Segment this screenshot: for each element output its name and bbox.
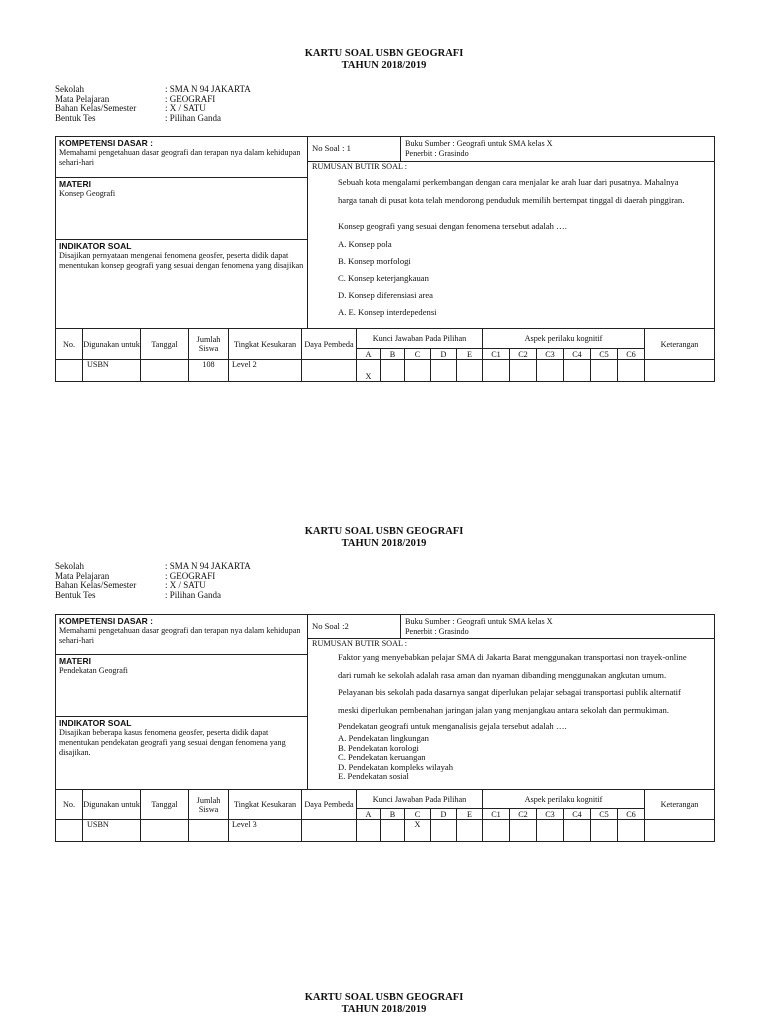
question-line: harga tanah di pusat kota telah mendorong penduduk memilih bertempat tinggal di daerah pinggiran.	[338, 195, 685, 205]
source-box	[400, 614, 715, 639]
test-type-label: Bentuk Tes	[55, 112, 96, 123]
choice-letter: E	[457, 809, 483, 820]
choice-letter: C	[405, 349, 431, 360]
answer-mark	[431, 820, 457, 842]
question-prompt: Konsep geografi yang sesuai dengan fenomena tersebut adalah ….	[338, 221, 567, 231]
subject-value: : GEOGRAFI	[165, 93, 216, 104]
answer-mark	[457, 820, 483, 842]
competency-text: Memahami pengetahuan dasar geografi dan terapan nya dalam kehidupan sehari-hari	[59, 626, 301, 645]
cognitive-level: C2	[510, 809, 537, 820]
cognitive-level: C6	[618, 809, 645, 820]
col-header-cognitive: Aspek perilaku kognitif	[483, 790, 645, 809]
question-line: Pelayanan bis sekolah pada dasarnya sangat diperlukan pelajar sebagai transportasi publik alternatif	[338, 687, 681, 697]
col-header-date: Tanggal	[141, 329, 189, 360]
cell-students: 108	[189, 360, 229, 382]
answer-mark	[357, 820, 381, 842]
option-item: E. Pendekatan sosial	[338, 771, 409, 781]
school-label: Sekolah	[55, 561, 84, 571]
option-item: C. Pendekatan keruangan	[338, 752, 426, 762]
question-number: No Soal :2	[312, 621, 349, 631]
card-year: TAHUN 2018/2019	[341, 60, 427, 71]
cell-discrimination	[302, 820, 357, 842]
card-title: KARTU SOAL USBN GEOGRAFI	[304, 48, 464, 59]
choice-letter: D	[431, 809, 457, 820]
option-item: A. Konsep pola	[338, 239, 392, 249]
competency-label: KOMPETENSI DASAR :	[59, 616, 153, 626]
cognitive-cell	[483, 820, 510, 842]
cognitive-level: C5	[591, 349, 618, 360]
material-text: Pendekatan Geografi	[59, 666, 128, 675]
option-item: D. Konsep diferensiasi area	[338, 290, 433, 300]
col-header-students: Jumlah Siswa	[189, 790, 229, 820]
col-header-students: Jumlah Siswa	[189, 329, 229, 360]
col-header-used-for: Digunakan untuk	[83, 790, 141, 820]
cognitive-level: C4	[564, 809, 591, 820]
test-type-label: Bentuk Tes	[55, 589, 96, 600]
col-header-notes: Keterangan	[645, 790, 715, 820]
cell-used-for: USBN	[83, 820, 141, 842]
subject-label: Mata Pelajaran	[55, 93, 110, 104]
test-type-value: : Pilihan Ganda	[165, 589, 221, 600]
choice-letter: E	[457, 349, 483, 360]
question-stem	[308, 649, 714, 719]
answer-mark: X	[405, 820, 431, 842]
col-header-date: Tanggal	[141, 790, 189, 820]
analysis-table	[55, 789, 715, 842]
competency-text: Memahami pengetahuan dasar geografi dan terapan nya dalam kehidupan sehari-hari	[59, 148, 301, 167]
subject-label: Mata Pelajaran	[55, 570, 110, 581]
col-header-no: No.	[56, 329, 83, 360]
option-item: A. Pendekatan lingkungan	[338, 733, 429, 743]
cognitive-level: C5	[591, 809, 618, 820]
col-header-no: No.	[56, 790, 83, 820]
material-label: MATERI	[59, 179, 91, 189]
cognitive-cell	[510, 820, 537, 842]
cell-difficulty: Level 2	[229, 360, 302, 382]
question-number: No Soal : 1	[312, 143, 351, 153]
material-text: Konsep Geografi	[59, 189, 116, 198]
question-label: RUMUSAN BUTIR SOAL :	[312, 162, 407, 171]
cell-no	[56, 820, 83, 842]
option-item: C. Konsep keterjangkauan	[338, 273, 429, 283]
question-label: RUMUSAN BUTIR SOAL :	[312, 639, 407, 648]
cell-used-for: USBN	[83, 360, 141, 382]
cell-difficulty: Level 3	[229, 820, 302, 842]
publisher: Penerbit : Grasindo	[405, 149, 469, 158]
cognitive-level: C6	[618, 349, 645, 360]
material-label: MATERI	[59, 656, 91, 666]
publisher: Penerbit : Grasindo	[405, 627, 469, 636]
col-header-cognitive: Aspek perilaku kognitif	[483, 329, 645, 349]
option-item: B. Konsep morfologi	[338, 256, 411, 266]
subject-value: : GEOGRAFI	[165, 570, 216, 581]
cognitive-level: C3	[537, 809, 564, 820]
class-value: : X / SATU	[165, 580, 206, 590]
question-line: Faktor yang menyebabkan pelajar SMA di Jakarta Barat menggunakan transportasi non trayek-online	[338, 652, 687, 662]
next-card-year: TAHUN 2018/2019	[341, 1004, 427, 1015]
test-type-value: : Pilihan Ganda	[165, 112, 221, 123]
identity-block	[55, 562, 251, 600]
source-book: Buku Sumber : Geografi untuk SMA kelas X	[405, 617, 553, 626]
cognitive-cell	[591, 820, 618, 842]
next-card-title: KARTU SOAL USBN GEOGRAFI	[304, 992, 464, 1003]
class-label: Bahan Kelas/Semester	[55, 103, 137, 113]
cognitive-cell	[564, 820, 591, 842]
cell-date	[141, 820, 189, 842]
cognitive-level: C2	[510, 349, 537, 360]
indicator-text: Disajikan pernyataan mengenai fenomena geosfer, peserta didik dapat menentukan konsep geografi yang sesuai dengan fenomena yang disajikan	[59, 251, 304, 270]
cell-notes	[645, 820, 715, 842]
choice-letter: A	[357, 809, 381, 820]
card-year: TAHUN 2018/2019	[341, 538, 427, 549]
competency-label: KOMPETENSI DASAR :	[59, 138, 153, 148]
option-item: B. Pendekatan korologi	[338, 742, 419, 753]
option-item: A. E. Konsep interdepedensi	[338, 307, 437, 317]
col-header-discrimination: Daya Pembeda	[302, 790, 357, 820]
question-prompt: Pendekatan geografi untuk menganalisis gejala tersebut adalah ….	[338, 721, 567, 731]
class-label: Bahan Kelas/Semester	[55, 580, 137, 590]
cognitive-level: C1	[483, 349, 510, 360]
option-item: D. Pendekatan kompleks wilayah	[338, 761, 454, 772]
answer-mark	[381, 820, 405, 842]
answer-mark: X	[357, 360, 381, 382]
cognitive-cell	[537, 820, 564, 842]
cell-students	[189, 820, 229, 842]
col-header-answer-key: Kunci Jawaban Pada Pilihan	[357, 790, 483, 809]
choice-letter: D	[431, 349, 457, 360]
question-line: dari rumah ke sekolah adalah rasa aman dan nyaman dibanding menggunakan angkutan umum.	[338, 669, 667, 680]
question-line: meski diperlukan pembenahan jaringan jalan yang menjangkau antara sekolah dan permukiman.	[338, 704, 669, 715]
school-label: Sekolah	[55, 84, 84, 94]
question-line: Sebuah kota mengalami perkembangan dengan cara menjalar ke arah luar dari pusatnya. Mahalnya	[338, 177, 679, 187]
school-value: : SMA N 94 JAKARTA	[165, 84, 251, 94]
col-header-difficulty: Tingkat Kesukaran	[229, 329, 302, 360]
choice-letter: B	[381, 809, 405, 820]
indicator-label: INDIKATOR SOAL	[59, 241, 132, 251]
cognitive-cell	[618, 820, 645, 842]
choice-letter: C	[405, 809, 431, 820]
competency-box	[55, 614, 308, 655]
table-row	[56, 820, 715, 842]
question-box	[307, 638, 715, 790]
cognitive-level: C1	[483, 809, 510, 820]
class-value: : X / SATU	[165, 103, 206, 113]
indicator-text: Disajikan beberapa kasus fenomena geosfer, peserta didik dapat menentukan pendekatan geografi yang sesuai dengan fenomena yang disajikan.	[59, 728, 286, 757]
material-box	[55, 654, 308, 717]
col-header-difficulty: Tingkat Kesukaran	[229, 790, 302, 820]
answer-options	[308, 732, 714, 782]
indicator-label: INDIKATOR SOAL	[59, 718, 132, 728]
card-title: KARTU SOAL USBN GEOGRAFI	[304, 526, 464, 537]
col-header-answer-key: Kunci Jawaban Pada Pilihan	[357, 329, 483, 349]
school-value: : SMA N 94 JAKARTA	[165, 561, 251, 571]
cognitive-level: C4	[564, 349, 591, 360]
col-header-used-for: Digunakan untuk	[83, 329, 141, 360]
choice-letter: B	[381, 349, 405, 360]
cognitive-level: C3	[537, 349, 564, 360]
col-header-discrimination: Daya Pembeda	[302, 329, 357, 360]
choice-letter: A	[357, 349, 381, 360]
source-book: Buku Sumber : Geografi untuk SMA kelas X	[405, 139, 553, 148]
col-header-notes: Keterangan	[645, 329, 715, 360]
indicator-box	[55, 716, 308, 790]
question-number-box	[307, 614, 401, 639]
